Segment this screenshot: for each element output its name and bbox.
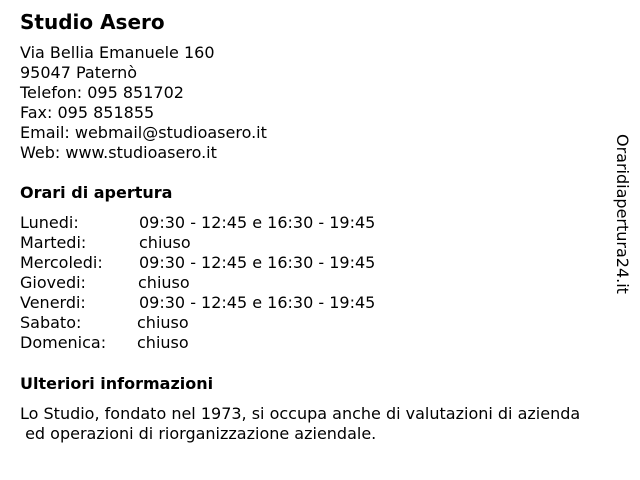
day-label: Domenica:	[20, 333, 107, 352]
day-label: Venerdi:	[20, 293, 86, 312]
day-label: Martedi:	[20, 233, 87, 252]
day-hours: chiuso	[137, 333, 189, 352]
address-street: Via Bellia Emanuele 160	[20, 43, 215, 62]
day-hours: 09:30 - 12:45 e 16:30 - 19:45	[139, 213, 376, 232]
day-label: Lunedi:	[20, 213, 79, 232]
hours-row	[20, 213, 440, 233]
day-label: Sabato:	[20, 313, 82, 332]
business-name: Studio Asero	[20, 10, 165, 34]
day-hours: 09:30 - 12:45 e 16:30 - 19:45	[139, 293, 376, 312]
day-label: Mercoledi:	[20, 253, 103, 272]
phone-number: Telefon: 095 851702	[20, 83, 184, 102]
info-heading: Ulteriori informazioni	[20, 374, 214, 393]
hours-row	[20, 253, 440, 273]
day-hours: chiuso	[139, 233, 191, 252]
hours-row	[20, 293, 440, 313]
hours-row	[20, 333, 440, 353]
hours-heading: Orari di apertura	[20, 183, 173, 202]
hours-row	[20, 273, 440, 293]
day-hours: 09:30 - 12:45 e 16:30 - 19:45	[139, 253, 376, 272]
contact-block	[20, 43, 267, 163]
hours-row	[20, 313, 440, 333]
address-city: 95047 Paternò	[20, 63, 138, 82]
website-address: Web: www.studioasero.it	[20, 143, 217, 162]
day-hours: chiuso	[138, 273, 190, 292]
day-label: Giovedi:	[20, 273, 86, 292]
fax-number: Fax: 095 851855	[20, 103, 155, 122]
site-brand-watermark: Oraridiapertura24.it	[613, 134, 632, 294]
hours-row	[20, 233, 440, 253]
day-hours: chiuso	[137, 313, 189, 332]
info-description: Lo Studio, fondato nel 1973, si occupa anche di valutazioni di azienda ed operazioni di riorganizzazione aziendale.	[20, 404, 581, 443]
opening-hours-table	[20, 213, 440, 353]
email-address: Email: webmail@studioasero.it	[20, 123, 267, 142]
